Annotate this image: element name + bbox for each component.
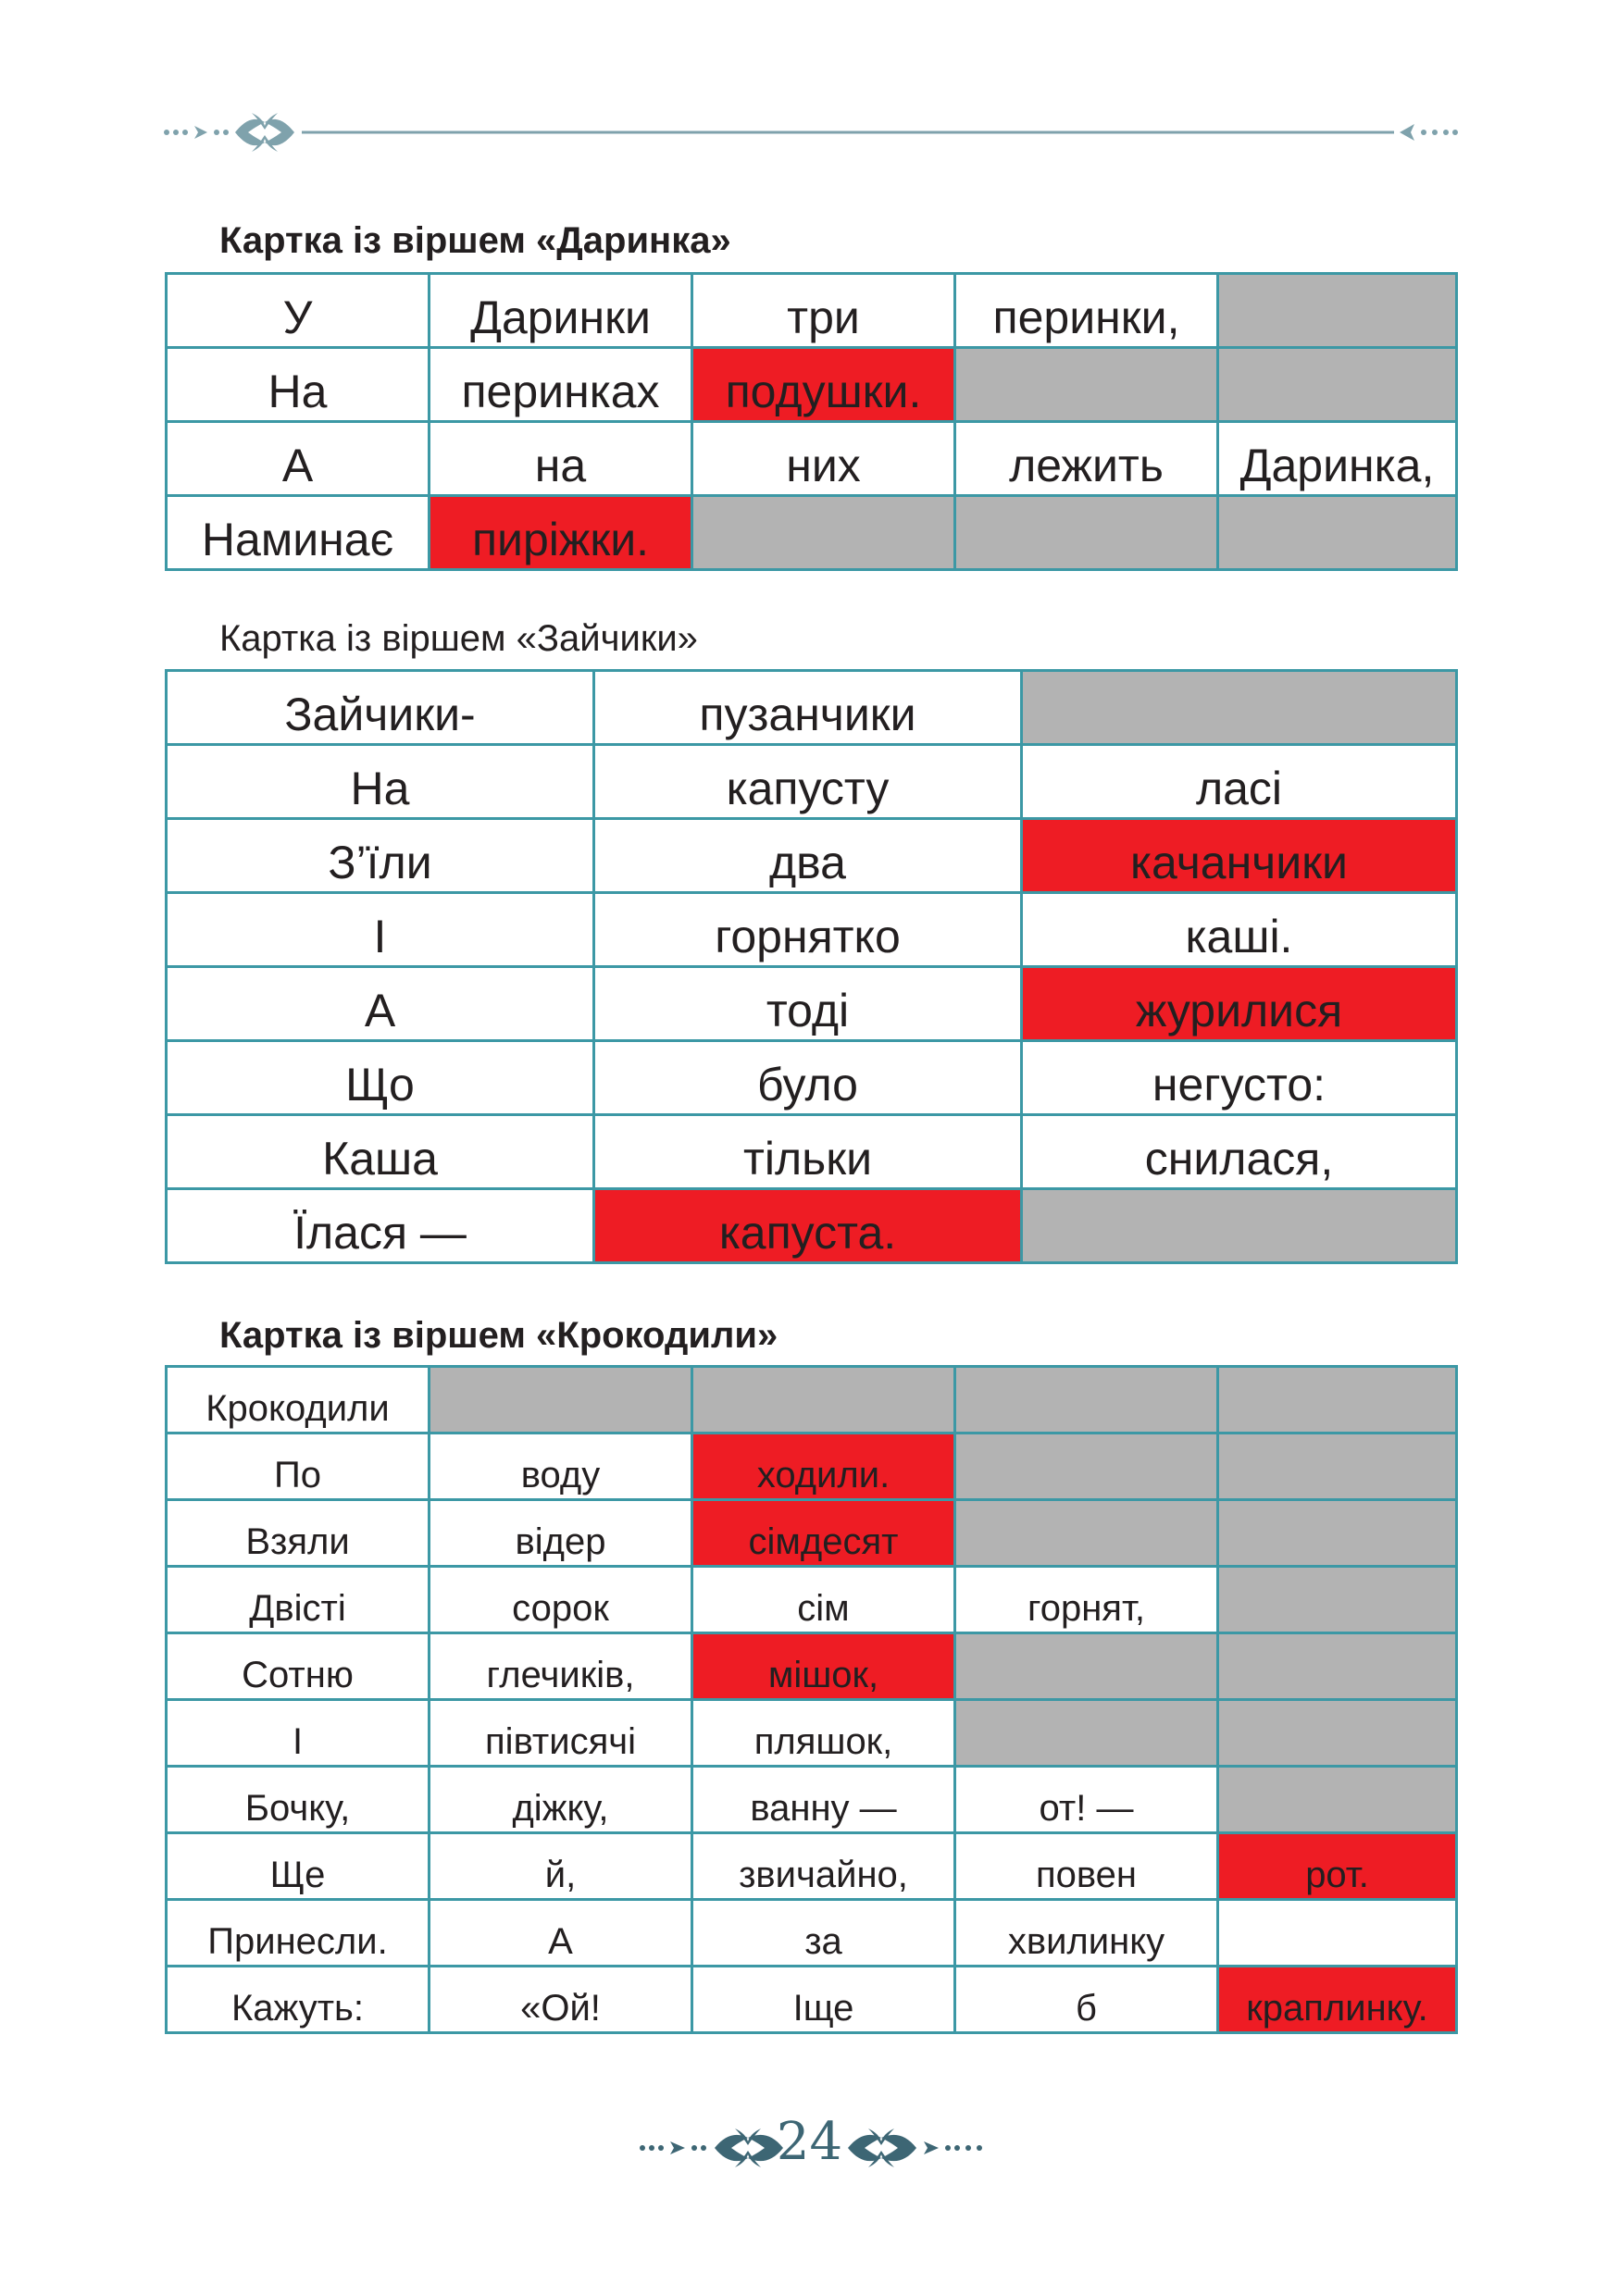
word-cell: відер (430, 1500, 692, 1567)
word-cell: за (692, 1900, 955, 1967)
word-cell: подушки. (692, 348, 955, 422)
table-row (167, 274, 1457, 348)
card-table-krokodyly (165, 1365, 1458, 2034)
word-cell: качанчики (1022, 819, 1457, 893)
filler-cell (1218, 1633, 1457, 1700)
filler-cell (1218, 1567, 1457, 1633)
word-cell: ходили. (692, 1433, 955, 1500)
word-cell: от! — (955, 1767, 1218, 1833)
word-cell: снилася, (1022, 1115, 1457, 1189)
word-cell: діжку, (430, 1767, 692, 1833)
word-cell: тоді (594, 967, 1022, 1041)
table-row (167, 671, 1457, 745)
word-cell: тільки (594, 1115, 1022, 1189)
word-cell: Ще (167, 1833, 430, 1900)
word-cell: І (167, 893, 594, 967)
word-cell: сім (692, 1567, 955, 1633)
word-cell: повен (955, 1833, 1218, 1900)
word-cell: сорок (430, 1567, 692, 1633)
table-row (167, 1189, 1457, 1263)
word-cell: й, (430, 1833, 692, 1900)
word-cell: глечиків, (430, 1633, 692, 1700)
filler-cell (1218, 496, 1457, 570)
filler-cell (1022, 671, 1457, 745)
card-caption-zaichyky: Картка із віршем «Зайчики» (219, 618, 698, 659)
word-cell: На (167, 348, 430, 422)
filler-cell (1218, 1433, 1457, 1500)
header-ornament (163, 109, 1459, 155)
table-row (167, 745, 1457, 819)
table-row (167, 348, 1457, 422)
word-cell: Каша (167, 1115, 594, 1189)
table-row (167, 1833, 1457, 1900)
table-row (167, 1041, 1457, 1115)
table-row (167, 1700, 1457, 1767)
word-cell: півтисячі (430, 1700, 692, 1767)
table-row (167, 1967, 1457, 2033)
word-cell: перинки, (955, 274, 1218, 348)
table-row (167, 1567, 1457, 1633)
filler-cell (1218, 1367, 1457, 1433)
word-cell: «Ой! (430, 1967, 692, 2033)
filler-cell (692, 1367, 955, 1433)
filler-cell (955, 348, 1218, 422)
word-cell: Кажуть: (167, 1967, 430, 2033)
word-cell: капусту (594, 745, 1022, 819)
table-row (167, 1633, 1457, 1700)
word-cell: Даринка, (1218, 422, 1457, 496)
word-cell: Крокодили (167, 1367, 430, 1433)
word-cell: Взяли (167, 1500, 430, 1567)
word-cell (1218, 1900, 1457, 1967)
word-cell: пиріжки. (430, 496, 692, 570)
word-cell: пузанчики (594, 671, 1022, 745)
word-cell: горнят, (955, 1567, 1218, 1633)
table-row (167, 893, 1457, 967)
word-cell: на (430, 422, 692, 496)
card-caption-krokodyly: Картка із віршем «Крокодили» (219, 1315, 778, 1356)
table-row (167, 422, 1457, 496)
filler-cell (955, 1633, 1218, 1700)
word-cell: лежить (955, 422, 1218, 496)
word-cell: журилися (1022, 967, 1457, 1041)
word-cell: Їлася — (167, 1189, 594, 1263)
table-row (167, 1900, 1457, 1967)
word-cell: Наминає (167, 496, 430, 570)
filler-cell (1218, 348, 1457, 422)
filler-cell (1218, 1500, 1457, 1567)
table-row (167, 819, 1457, 893)
page-number: 24 (776, 2112, 843, 2172)
word-cell: мішок, (692, 1633, 955, 1700)
filler-cell (1218, 274, 1457, 348)
word-cell: А (167, 967, 594, 1041)
word-cell: краплинку. (1218, 1967, 1457, 2033)
word-cell: каші. (1022, 893, 1457, 967)
filler-cell (955, 1433, 1218, 1500)
word-cell: сімдесят (692, 1500, 955, 1567)
word-cell: три (692, 274, 955, 348)
table-row (167, 967, 1457, 1041)
word-cell: Що (167, 1041, 594, 1115)
word-cell: б (955, 1967, 1218, 2033)
filler-cell (1218, 1767, 1457, 1833)
filler-cell (430, 1367, 692, 1433)
filler-cell (1218, 1700, 1457, 1767)
word-cell: Принесли. (167, 1900, 430, 1967)
word-cell: два (594, 819, 1022, 893)
filler-cell (955, 1367, 1218, 1433)
word-cell: Бочку, (167, 1767, 430, 1833)
table-row (167, 1433, 1457, 1500)
table-row (167, 1367, 1457, 1433)
table-row (167, 1767, 1457, 1833)
word-cell: На (167, 745, 594, 819)
table-row (167, 496, 1457, 570)
footer-ornament-right (844, 2125, 983, 2171)
word-cell: горнятко (594, 893, 1022, 967)
word-cell: А (430, 1900, 692, 1967)
word-cell: З’їли (167, 819, 594, 893)
word-cell: воду (430, 1433, 692, 1500)
word-cell: Двісті (167, 1567, 430, 1633)
filler-cell (955, 496, 1218, 570)
word-cell: було (594, 1041, 1022, 1115)
word-cell: Іще (692, 1967, 955, 2033)
word-cell: Даринки (430, 274, 692, 348)
filler-cell (955, 1700, 1218, 1767)
card-table-darynka (165, 272, 1458, 571)
table-row (167, 1115, 1457, 1189)
word-cell: негусто: (1022, 1041, 1457, 1115)
card-caption-darynka: Картка із віршем «Даринка» (219, 220, 731, 261)
word-cell: По (167, 1433, 430, 1500)
table-row (167, 1500, 1457, 1567)
word-cell: звичайно, (692, 1833, 955, 1900)
word-cell: І (167, 1700, 430, 1767)
word-cell: них (692, 422, 955, 496)
word-cell: ванну — (692, 1767, 955, 1833)
word-cell: хвилинку (955, 1900, 1218, 1967)
word-cell: ласі (1022, 745, 1457, 819)
filler-cell (1022, 1189, 1457, 1263)
card-table-zaichyky (165, 669, 1458, 1264)
word-cell: А (167, 422, 430, 496)
word-cell: рот. (1218, 1833, 1457, 1900)
word-cell: капуста. (594, 1189, 1022, 1263)
word-cell: Зайчики- (167, 671, 594, 745)
word-cell: перинках (430, 348, 692, 422)
filler-cell (955, 1500, 1218, 1567)
word-cell: пляшок, (692, 1700, 955, 1767)
word-cell: У (167, 274, 430, 348)
filler-cell (692, 496, 955, 570)
word-cell: Сотню (167, 1633, 430, 1700)
